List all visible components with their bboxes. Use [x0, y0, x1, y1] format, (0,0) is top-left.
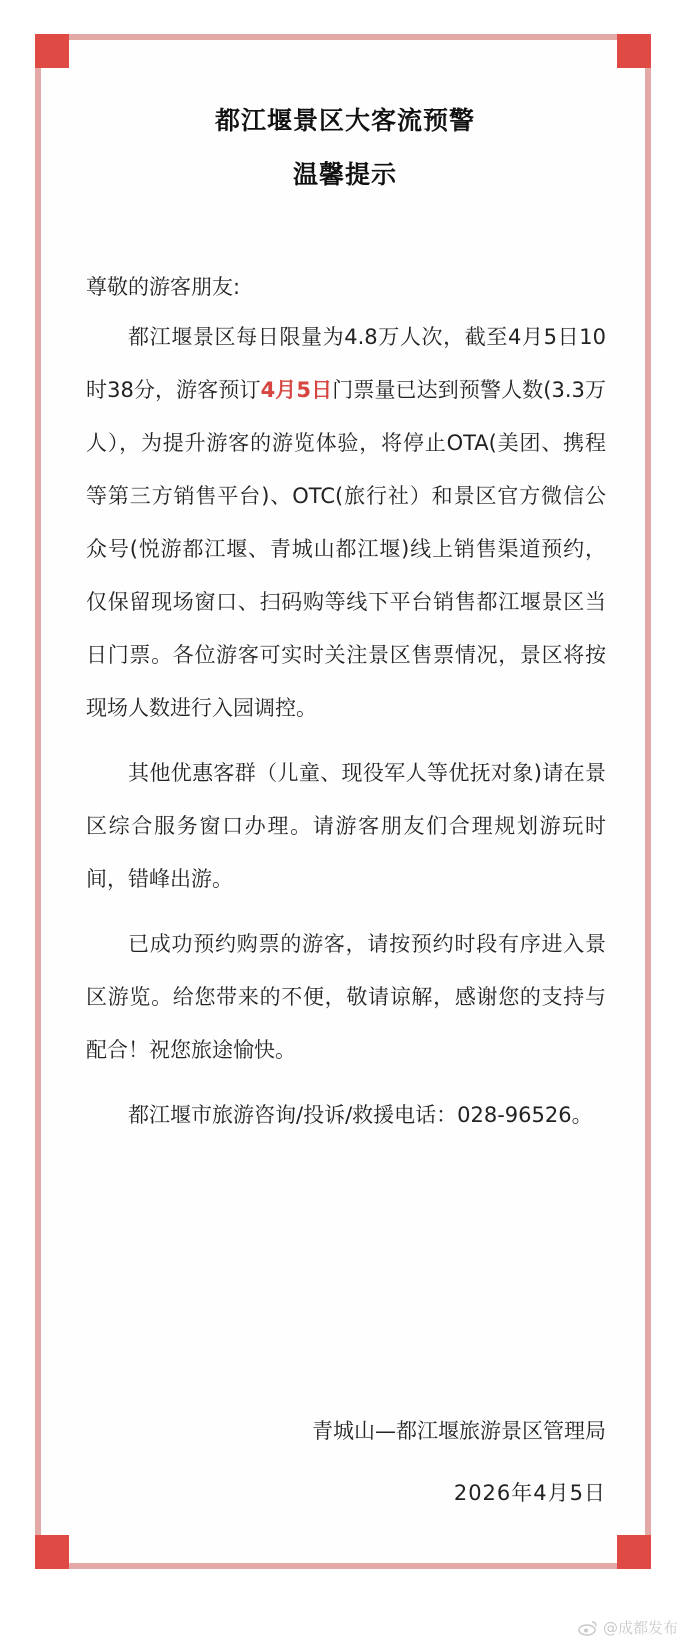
notice-title: 都江堰景区大客流预警	[214, 106, 475, 135]
paragraph-discount-groups: 其他优惠客群（儿童、现役军人等优抚对象)请在景区综合服务窗口办理。请游客朋友们合理规划游玩时间，错峰出游。	[86, 761, 606, 891]
corner-bottom-right	[617, 1535, 651, 1569]
paragraph-capacity-end: 门票量已达到预警人数(3.3万人），为提升游客的游览体验，将停止OTA(美团、携程等第三方销售平台)、OTC(旅行社）和景区官方微信公众号(悦游都江堰、青城山都江堰)线上销售渠道预约，仅保留现场窗口、扫码购等线下平台销售都江堰景区当日门票。各位游客可实时关注景区售票情况，景区将按现场人数进行入园调控。	[86, 378, 606, 720]
watermark	[578, 1617, 678, 1638]
corner-bottom-left	[35, 1535, 69, 1569]
salutation: 尊敬的游客朋友:	[86, 275, 241, 299]
weibo-icon	[578, 1620, 598, 1636]
paragraph-hotline: 都江堰市旅游咨询/投诉/救援电话：028-96526。	[128, 1103, 593, 1127]
paragraph-capacity	[86, 311, 606, 735]
corner-top-left	[35, 34, 69, 68]
highlight-date: 4月5日	[260, 378, 333, 402]
notice-subtitle: 温馨提示	[292, 160, 397, 189]
watermark-text: @成都发布	[602, 1619, 678, 1637]
paragraph-capacity-start: 都江堰景区每日限量为4.8万人次，截至4月5日10时38分，游客预订	[86, 325, 606, 402]
signature-organization: 青城山—都江堰旅游景区管理局	[312, 1419, 606, 1443]
notice-body	[86, 270, 606, 1154]
paragraph-booked-visitors: 已成功预约购票的游客，请按预约时段有序进入景区游览。给您带来的不便，敬请谅解，感谢您的支持与配合！祝您旅途愉快。	[86, 932, 606, 1062]
corner-top-right	[617, 34, 651, 68]
signature-date: 2026年4月5日	[453, 1481, 606, 1505]
